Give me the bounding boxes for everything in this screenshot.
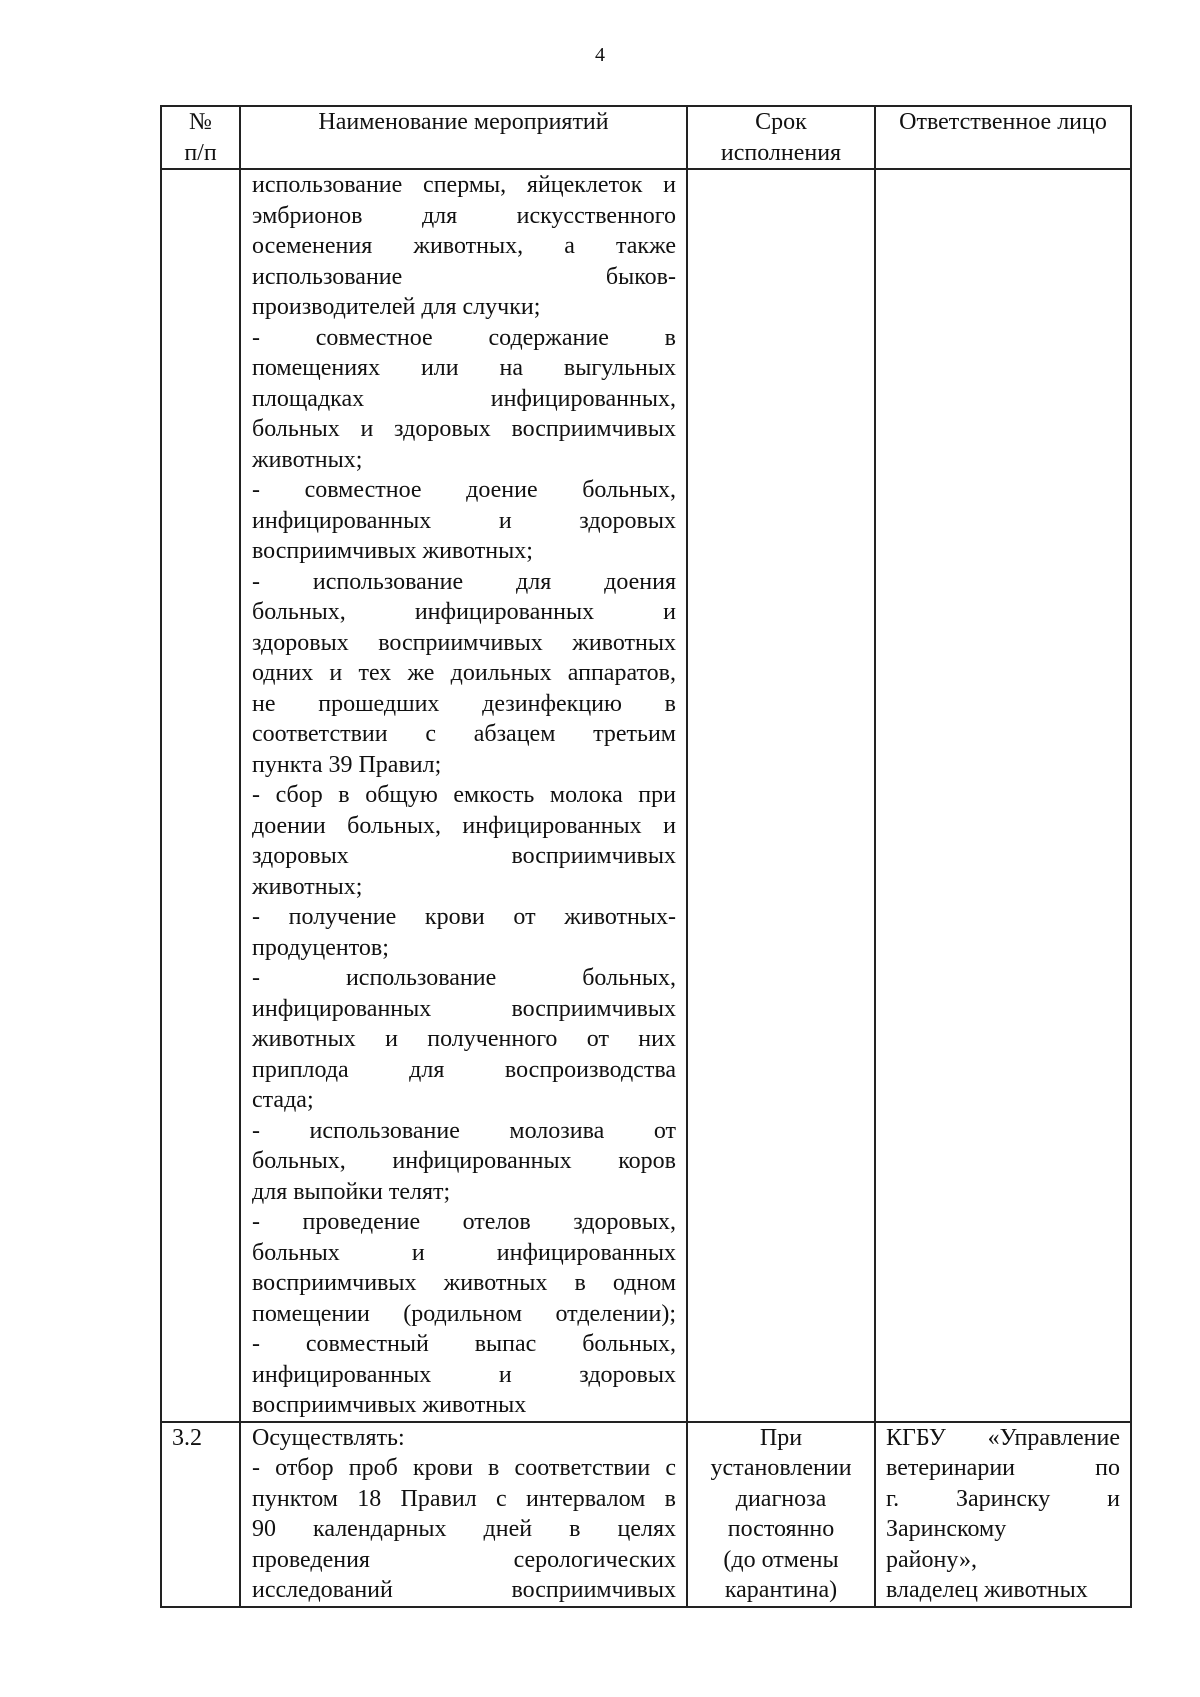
text-line: - использование для доения — [252, 568, 676, 595]
text-line: животных и полученного от них — [252, 1026, 676, 1052]
row-measures — [240, 1422, 687, 1607]
header-name — [240, 106, 687, 169]
text-line: владелец животных — [886, 1577, 1088, 1603]
header-name-line: Наименование мероприятий — [318, 109, 609, 135]
row-num: 3.2 — [161, 1422, 240, 1607]
text-line: ветеринарии по — [886, 1455, 1120, 1481]
text-line: использование быков- — [252, 263, 676, 290]
text-line: инфицированных и здоровых — [252, 507, 676, 534]
text-line: инфицированных и здоровых — [252, 1361, 676, 1388]
text-line: больных, инфицированных и — [252, 599, 676, 625]
text-line: для выпойки телят; — [252, 1178, 451, 1205]
text-line: животных; — [252, 873, 363, 900]
header-term — [687, 106, 875, 169]
text-line: продуцентов; — [252, 934, 389, 961]
header-responsible-line: Ответственное лицо — [899, 109, 1107, 135]
text-line: больных и здоровых восприимчивых — [252, 416, 676, 442]
text-line: восприимчивых животных; — [252, 538, 533, 564]
text-line: пункта 39 Правил; — [252, 751, 442, 778]
text-line: (до отмены — [723, 1546, 839, 1573]
header-responsible — [875, 106, 1131, 169]
text-line: КГБУ «Управление — [886, 1424, 1120, 1451]
text-line: соответствии с абзацем третьим — [252, 721, 676, 747]
text-line: району», — [886, 1546, 977, 1573]
page-number: 4 — [595, 44, 605, 66]
text-line: - совместный выпас больных, — [252, 1331, 676, 1357]
row-term — [687, 1422, 875, 1607]
text-line: установлении — [710, 1455, 852, 1481]
text-line: карантина) — [724, 1577, 838, 1603]
text-line: доении больных, инфицированных и — [252, 812, 676, 839]
text-line: здоровых восприимчивых — [252, 843, 676, 869]
text-line: 90 календарных дней в целях — [252, 1516, 676, 1542]
header-num-line: № — [189, 109, 212, 135]
row-measures — [240, 169, 687, 1422]
text-line: не прошедших дезинфекцию в — [252, 690, 676, 717]
row-responsible — [875, 1422, 1131, 1607]
table-header-row — [161, 106, 1131, 169]
text-line: пунктом 18 Правил с интервалом в — [252, 1485, 676, 1512]
text-line: помещении (родильном отделении); — [252, 1300, 676, 1327]
text-line: исследований восприимчивых — [252, 1577, 676, 1603]
text-line: производителей для случки; — [252, 294, 541, 320]
text-line: - отбор проб крови в соответствии с — [252, 1455, 676, 1481]
text-line: проведения серологических — [252, 1546, 676, 1573]
text-line: восприимчивых животных — [252, 1392, 527, 1418]
text-line: диагноза — [735, 1485, 827, 1512]
text-line: - проведение отелов здоровых, — [252, 1209, 676, 1235]
text-line: г. Заринску и — [886, 1485, 1120, 1512]
table-row — [161, 1422, 1131, 1607]
row-num — [161, 169, 240, 1422]
text-line: Осуществлять: — [252, 1424, 405, 1451]
text-line: больных, инфицированных коров — [252, 1148, 676, 1174]
text-line: животных; — [252, 446, 363, 473]
text-line: - получение крови от животных- — [252, 904, 676, 930]
header-num-line: п/п — [184, 139, 217, 166]
text-line: приплода для воспроизводства — [252, 1056, 676, 1083]
text-line: площадках инфицированных, — [252, 385, 676, 412]
text-line: здоровых восприимчивых животных — [252, 629, 676, 656]
text-line: использование спермы, яйцеклеток и — [252, 172, 676, 198]
text-line: - совместное доение больных, — [252, 477, 676, 503]
text-line: эмбрионов для искусственного — [252, 202, 676, 229]
header-term-line: Срок — [755, 109, 807, 135]
text-line: - использование больных, — [252, 965, 676, 991]
header-term-line: исполнения — [720, 139, 842, 166]
text-line: инфицированных восприимчивых — [252, 995, 676, 1022]
row-term — [687, 169, 875, 1422]
text-line: одних и тех же доильных аппаратов, — [252, 660, 676, 686]
header-num — [161, 106, 240, 169]
table-row — [161, 169, 1131, 1422]
text-line: постоянно — [727, 1516, 835, 1542]
measures-table — [160, 105, 1132, 1608]
row-responsible — [875, 169, 1131, 1422]
text-line: При — [759, 1424, 803, 1451]
text-line: восприимчивых животных в одном — [252, 1270, 676, 1296]
text-line: - совместное содержание в — [252, 324, 676, 351]
text-line: помещениях или на выгульных — [252, 355, 676, 381]
text-line: стада; — [252, 1087, 314, 1113]
text-line: - использование молозива от — [252, 1117, 676, 1144]
text-line: осеменения животных, а также — [252, 233, 676, 259]
text-line: Заринскому — [886, 1516, 1007, 1542]
text-line: больных и инфицированных — [252, 1239, 676, 1266]
text-line: - сбор в общую емкость молока при — [252, 782, 676, 808]
